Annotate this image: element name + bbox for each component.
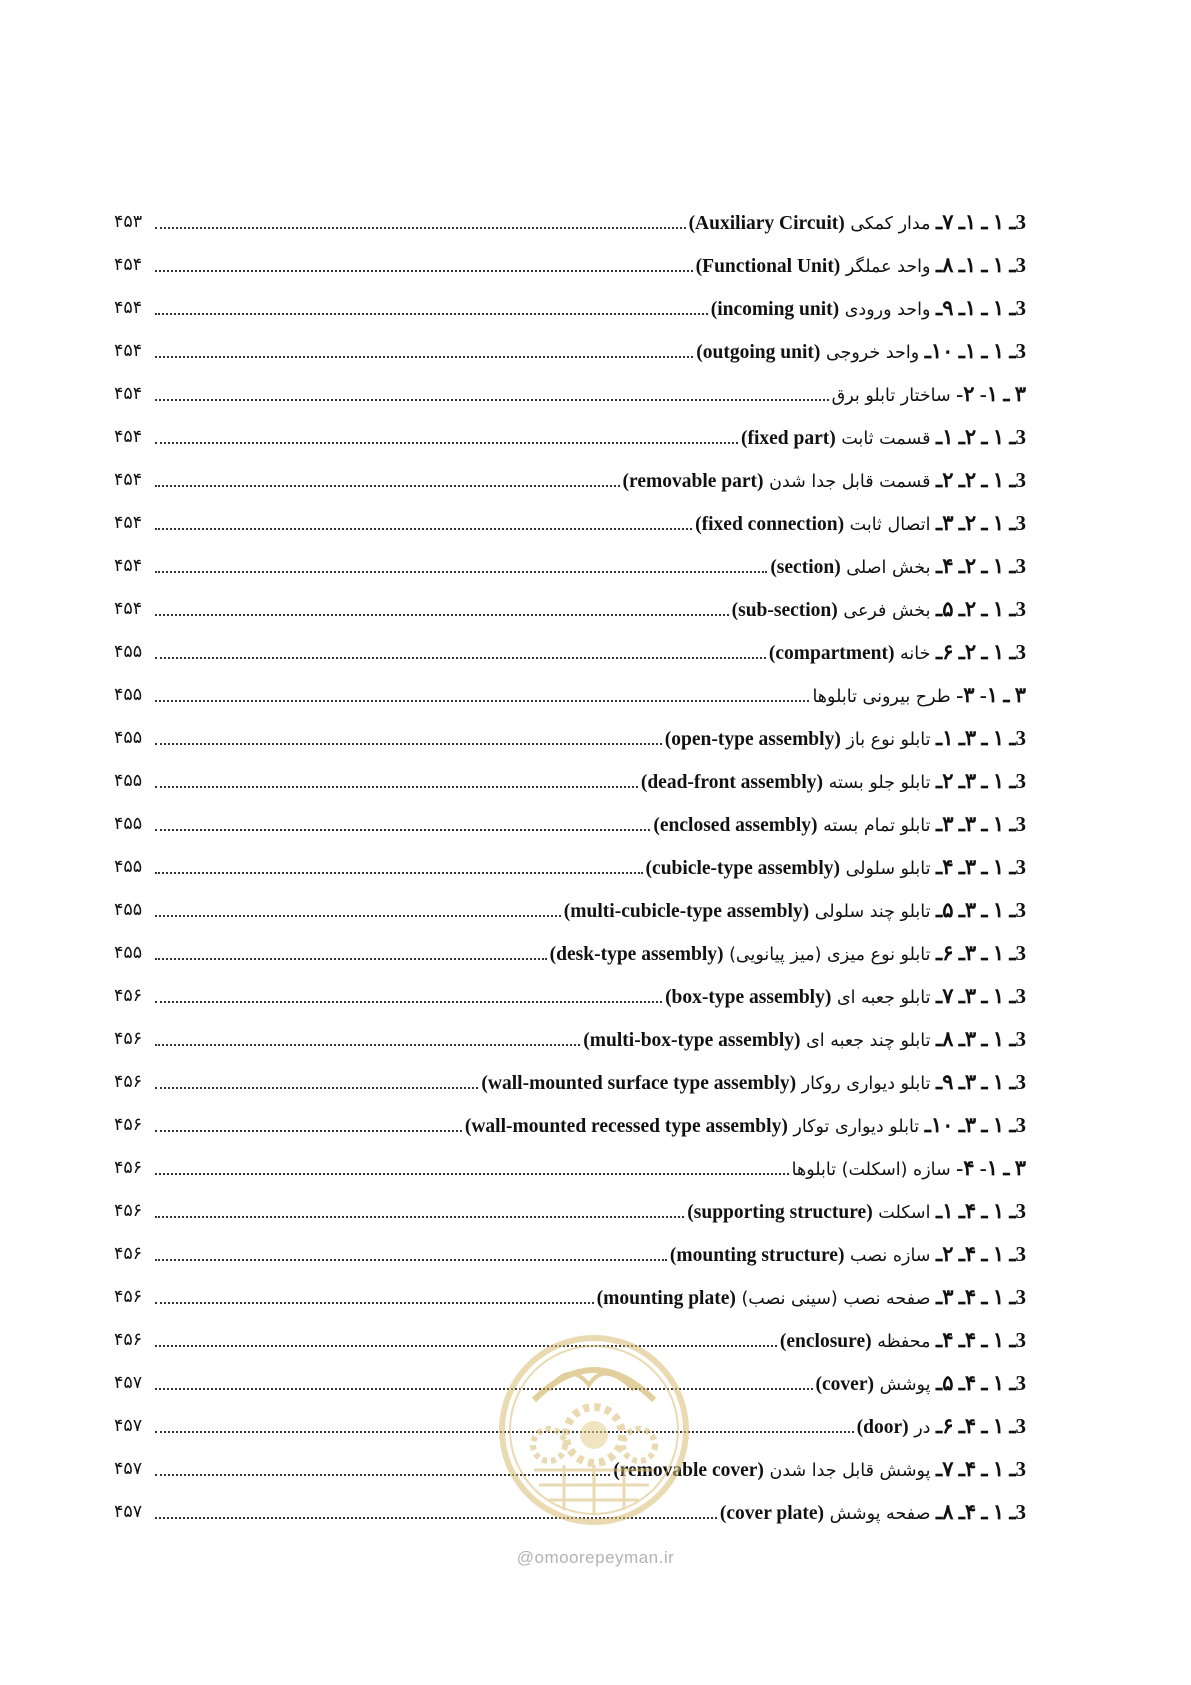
- toc-page-number: ۴۵۷: [114, 1416, 143, 1436]
- toc-leader-dots: [155, 1242, 667, 1261]
- toc-leader-dots: [155, 597, 729, 616]
- toc-entry-english-term: (removable part): [622, 471, 764, 492]
- toc-entry[interactable]: [114, 1457, 1026, 1500]
- toc-entry-title: اتصال ثابت: [849, 515, 931, 535]
- toc-entry[interactable]: [114, 554, 1026, 597]
- toc-leader-dots: [155, 984, 662, 1003]
- toc-page-number: ۴۵۵: [114, 814, 143, 834]
- toc-entry-english-term: (supporting structure): [687, 1202, 873, 1223]
- toc-entry[interactable]: [114, 812, 1026, 855]
- toc-page-number: ۴۵۶: [114, 1072, 143, 1092]
- toc-leader-dots: [155, 1156, 789, 1175]
- toc-page-number: ۴۵۶: [114, 1158, 143, 1178]
- toc-entry-index: 3ـ ۱ ـ ۳ـ ۷ـ: [936, 984, 1026, 1008]
- toc-entry-text: [646, 855, 1026, 881]
- toc-entry-english-term: (wall-mounted surface type assembly): [481, 1073, 797, 1094]
- toc-leader-dots: [155, 339, 693, 358]
- toc-entry-index: 3ـ ۱ ـ ۱ـ ۸ـ: [936, 253, 1026, 277]
- toc-entry-english-term: (desk-type assembly): [549, 944, 724, 965]
- toc-entry-english-term: (multi-cubicle-type assembly): [563, 901, 810, 922]
- toc-entry-title: تابلو نوع میزی (میز پیانویی): [729, 945, 931, 965]
- toc-entry-title: تابلو چند جعبه ای: [806, 1031, 931, 1051]
- toc-entry[interactable]: [114, 1156, 1026, 1199]
- toc-leader-dots: [155, 210, 686, 229]
- toc-entry[interactable]: [114, 1371, 1026, 1414]
- toc-entry-text: [550, 941, 1026, 967]
- toc-entry-text: [720, 1500, 1026, 1526]
- toc-entry-english-term: (fixed connection): [695, 514, 845, 535]
- toc-entry[interactable]: [114, 1027, 1026, 1070]
- toc-page-number: ۴۵۵: [114, 943, 143, 963]
- toc-entry-title: سازه نصب: [850, 1246, 931, 1266]
- toc-page-number: ۴۵۶: [114, 1330, 143, 1350]
- toc-leader-dots: [155, 1199, 684, 1218]
- toc-entry-english-term: (section): [770, 557, 841, 578]
- toc-entry-english-term: (sub-section): [731, 600, 838, 621]
- toc-page-number: ۴۵۶: [114, 1287, 143, 1307]
- toc-entry[interactable]: [114, 1070, 1026, 1113]
- toc-entry-title: در: [914, 1418, 931, 1438]
- toc-entry-title: محفظه: [877, 1332, 931, 1352]
- toc-leader-dots: [155, 1027, 580, 1046]
- toc-page-number: ۴۵۷: [114, 1459, 143, 1479]
- toc-entry-text: [481, 1070, 1026, 1096]
- toc-entry-english-term: (enclosed assembly): [653, 815, 818, 836]
- toc-entry[interactable]: [114, 1113, 1026, 1156]
- toc-entry[interactable]: [114, 769, 1026, 812]
- toc-entry-text: [696, 339, 1026, 365]
- toc-page-number: ۴۵۴: [114, 513, 143, 533]
- toc-leader-dots: [155, 941, 547, 960]
- toc-page-number: ۴۵۶: [114, 1244, 143, 1264]
- toc-entry-index: 3ـ ۱ ـ ۳ـ ۱ـ: [936, 726, 1026, 750]
- toc-entry[interactable]: [114, 640, 1026, 683]
- toc-entry[interactable]: [114, 1199, 1026, 1242]
- toc-leader-dots: [155, 468, 620, 487]
- toc-entry-index: 3ـ ۱ ـ ۳ـ ۶ـ: [936, 941, 1026, 965]
- toc-entry-index: 3ـ ۱ ـ ۴ـ ۵ـ: [936, 1371, 1026, 1395]
- toc-entry[interactable]: [114, 468, 1026, 511]
- toc-leader-dots: [155, 1285, 594, 1304]
- toc-entry-english-term: (mounting plate): [596, 1288, 736, 1309]
- toc-entry[interactable]: [114, 1242, 1026, 1285]
- toc-entry-index: 3ـ ۱ ـ ۲ـ ۱ـ: [936, 425, 1026, 449]
- toc-leader-dots: [155, 296, 708, 315]
- toc-leader-dots: [155, 640, 766, 659]
- toc-entry-text: [711, 296, 1026, 322]
- toc-entry-title: قسمت قابل جدا شدن: [769, 472, 931, 492]
- toc-leader-dots: [155, 1371, 813, 1390]
- toc-page-number: ۴۵۵: [114, 771, 143, 791]
- toc-entry-text: [769, 640, 1026, 666]
- toc-entry-english-term: (Functional Unit): [695, 256, 841, 277]
- toc-entry-text: [832, 382, 1026, 408]
- toc-entry-english-term: (outgoing unit): [696, 342, 821, 363]
- toc-entry[interactable]: [114, 382, 1026, 425]
- toc-entry-text: [653, 812, 1026, 838]
- toc-entry-title: تابلو تمام بسته: [823, 816, 931, 836]
- toc-page-number: ۴۵۳: [114, 212, 143, 232]
- toc-leader-dots: [155, 683, 809, 702]
- toc-entry-english-term: (cover): [815, 1374, 874, 1395]
- table-of-contents: [114, 210, 1026, 1543]
- toc-entry-text: [770, 554, 1026, 580]
- toc-entry-title: بخش فرعی: [843, 601, 931, 621]
- toc-entry-title: تابلو سلولی: [845, 859, 931, 879]
- toc-entry-text: [665, 726, 1026, 752]
- toc-entry-title: تابلو نوع باز: [846, 730, 931, 750]
- toc-entry-title: پوشش: [879, 1375, 931, 1395]
- toc-entry-index: 3ـ ۱ ـ ۲ـ ۵ـ: [936, 597, 1026, 621]
- toc-entry-title: پوشش قابل جدا شدن: [769, 1461, 931, 1481]
- toc-entry-text: [687, 1199, 1026, 1225]
- toc-entry-title: اسکلت: [878, 1203, 931, 1223]
- toc-page-number: ۴۵۴: [114, 384, 143, 404]
- toc-page-number: ۴۵۶: [114, 1029, 143, 1049]
- toc-page-number: ۴۵۵: [114, 857, 143, 877]
- toc-entry-index: 3ـ ۱ ـ ۴ـ ۳ـ: [936, 1285, 1026, 1309]
- toc-leader-dots: [155, 382, 829, 401]
- toc-entry[interactable]: [114, 726, 1026, 769]
- toc-entry-english-term: (wall-mounted recessed type assembly): [464, 1116, 788, 1137]
- toc-page-number: ۴۵۴: [114, 427, 143, 447]
- toc-leader-dots: [155, 1113, 462, 1132]
- toc-entry[interactable]: [114, 339, 1026, 382]
- toc-entry-index: 3ـ ۱ ـ ۳ـ ۵ـ: [936, 898, 1026, 922]
- toc-entry-index: 3ـ ۱ ـ ۱ـ ۷ـ: [936, 210, 1026, 234]
- toc-entry-text: [583, 1027, 1026, 1053]
- toc-entry-english-term: (door): [856, 1417, 909, 1438]
- toc-entry-title: تابلو جلو بسته: [828, 773, 931, 793]
- toc-leader-dots: [155, 1328, 777, 1347]
- toc-page-number: ۴۵۷: [114, 1373, 143, 1393]
- toc-entry-english-term: (cubicle-type assembly): [645, 858, 840, 879]
- toc-entry[interactable]: [114, 253, 1026, 296]
- toc-entry-text: [641, 769, 1026, 795]
- watermark-site: @omoorepeyman.ir: [516, 1548, 675, 1567]
- toc-entry-index: 3ـ ۱ ـ ۱ـ ۹ـ: [936, 296, 1026, 320]
- toc-entry-title: صفحه نصب (سینی نصب): [741, 1289, 931, 1309]
- toc-entry-index: ۳ ـ ۱- ۴-: [956, 1156, 1026, 1180]
- toc-entry-text: [564, 898, 1026, 924]
- toc-entry-english-term: (removable cover): [613, 1460, 764, 1481]
- toc-leader-dots: [155, 812, 650, 831]
- toc-entry[interactable]: [114, 210, 1026, 253]
- toc-entry[interactable]: [114, 1414, 1026, 1457]
- toc-page-number: ۴۵۷: [114, 1502, 143, 1522]
- toc-entry-text: [696, 253, 1026, 279]
- toc-leader-dots: [155, 1070, 478, 1089]
- toc-entry-title: تابلو چند سلولی: [814, 902, 931, 922]
- toc-entry[interactable]: [114, 511, 1026, 554]
- toc-entry-english-term: (mounting structure): [669, 1245, 845, 1266]
- toc-entry-title: تابلو دیواری روکار: [801, 1074, 931, 1094]
- toc-entry-title: واحد عملگر: [845, 257, 931, 277]
- toc-entry-text: [741, 425, 1026, 451]
- toc-entry-index: 3ـ ۱ ـ ۱ـ ۱۰ـ: [924, 339, 1026, 363]
- toc-entry-text: [665, 984, 1026, 1010]
- toc-entry[interactable]: [114, 898, 1026, 941]
- toc-entry-index: 3ـ ۱ ـ ۲ـ ۶ـ: [936, 640, 1026, 664]
- toc-entry-index: 3ـ ۱ ـ ۲ـ ۲ـ: [936, 468, 1026, 492]
- toc-entry-title: قسمت ثابت: [841, 429, 931, 449]
- toc-entry-index: 3ـ ۱ ـ ۲ـ ۴ـ: [936, 554, 1026, 578]
- toc-page-number: ۴۵۶: [114, 1115, 143, 1135]
- toc-entry-title: خانه: [900, 644, 931, 664]
- toc-entry-text: [780, 1328, 1026, 1354]
- toc-entry-index: 3ـ ۱ ـ ۴ـ ۸ـ: [936, 1500, 1026, 1524]
- toc-entry-title: تابلو جعبه ای: [836, 988, 931, 1008]
- toc-leader-dots: [155, 253, 693, 272]
- toc-leader-dots: [155, 1414, 854, 1433]
- toc-entry-title: بخش اصلی: [846, 558, 931, 578]
- toc-entry-english-term: (box-type assembly): [665, 987, 832, 1008]
- toc-leader-dots: [155, 1457, 610, 1476]
- toc-page-number: ۴۵۴: [114, 599, 143, 619]
- toc-entry-text: [816, 1371, 1026, 1397]
- toc-entry-text: [465, 1113, 1026, 1139]
- toc-page-number: ۴۵۶: [114, 986, 143, 1006]
- toc-entry-english-term: (enclosure): [779, 1331, 872, 1352]
- toc-leader-dots: [155, 726, 662, 745]
- toc-entry[interactable]: [114, 425, 1026, 468]
- toc-entry-index: 3ـ ۱ ـ ۳ـ ۴ـ: [936, 855, 1026, 879]
- toc-entry-title: واحد خروجی: [825, 343, 920, 363]
- toc-entry-text: [689, 210, 1026, 236]
- toc-entry-title: مدار کمکی: [850, 214, 931, 234]
- toc-entry-text: [670, 1242, 1026, 1268]
- toc-entry[interactable]: [114, 984, 1026, 1027]
- toc-entry-text: [732, 597, 1026, 623]
- toc-entry-text: [857, 1414, 1026, 1440]
- toc-entry-title: ساختار تابلو برق: [831, 386, 951, 406]
- toc-entry-english-term: (multi-box-type assembly): [583, 1030, 801, 1051]
- toc-leader-dots: [155, 511, 692, 530]
- toc-entry-index: 3ـ ۱ ـ ۴ـ ۱ـ: [936, 1199, 1026, 1223]
- toc-entry-text: [812, 683, 1026, 709]
- toc-page-number: ۴۵۵: [114, 685, 143, 705]
- toc-entry-index: 3ـ ۱ ـ ۴ـ ۴ـ: [936, 1328, 1026, 1352]
- toc-entry[interactable]: [114, 941, 1026, 984]
- toc-entry-title: طرح بیرونی تابلوها: [812, 687, 951, 707]
- toc-page-number: ۴۵۴: [114, 556, 143, 576]
- toc-page-number: ۴۵۴: [114, 341, 143, 361]
- toc-page-number: ۴۵۴: [114, 255, 143, 275]
- toc-entry-index: 3ـ ۱ ـ ۴ـ ۶ـ: [936, 1414, 1026, 1438]
- toc-entry-title: تابلو دیواری توکار: [793, 1117, 920, 1137]
- toc-page-number: ۴۵۵: [114, 900, 143, 920]
- toc-entry-title: سازه (اسکلت) تابلوها: [791, 1160, 951, 1180]
- toc-entry-english-term: (open-type assembly): [664, 729, 841, 750]
- toc-entry-index: 3ـ ۱ ـ ۳ـ ۲ـ: [936, 769, 1026, 793]
- toc-entry-index: 3ـ ۱ ـ ۴ـ ۷ـ: [936, 1457, 1026, 1481]
- toc-leader-dots: [155, 898, 561, 917]
- toc-entry[interactable]: [114, 1285, 1026, 1328]
- toc-entry[interactable]: [114, 1328, 1026, 1371]
- toc-page-number: ۴۵۶: [114, 1201, 143, 1221]
- toc-entry-index: 3ـ ۱ ـ ۳ـ ۸ـ: [936, 1027, 1026, 1051]
- toc-entry-english-term: (dead-front assembly): [640, 772, 824, 793]
- toc-entry-index: ۳ ـ ۱- ۲-: [956, 382, 1026, 406]
- toc-page-number: ۴۵۴: [114, 470, 143, 490]
- toc-leader-dots: [155, 1500, 717, 1519]
- toc-entry-text: [613, 1457, 1026, 1483]
- toc-entry-text: [695, 511, 1026, 537]
- toc-entry-index: 3ـ ۱ ـ ۳ـ ۹ـ: [936, 1070, 1026, 1094]
- toc-page-number: ۴۵۵: [114, 728, 143, 748]
- toc-entry-text: [597, 1285, 1026, 1311]
- toc-entry-text: [792, 1156, 1026, 1182]
- toc-entry-english-term: (incoming unit): [710, 299, 840, 320]
- toc-entry[interactable]: [114, 597, 1026, 640]
- toc-entry-index: 3ـ ۱ ـ ۳ـ ۱۰ـ: [924, 1113, 1026, 1137]
- toc-entry-english-term: (fixed part): [740, 428, 836, 449]
- toc-entry-index: 3ـ ۱ ـ ۴ـ ۲ـ: [936, 1242, 1026, 1266]
- toc-entry-title: صفحه پوشش: [829, 1504, 931, 1524]
- toc-page-number: ۴۵۵: [114, 642, 143, 662]
- toc-leader-dots: [155, 855, 643, 874]
- toc-leader-dots: [155, 554, 767, 573]
- toc-entry[interactable]: [114, 1500, 1026, 1543]
- toc-entry-index: 3ـ ۱ ـ ۳ـ ۳ـ: [936, 812, 1026, 836]
- toc-entry-english-term: (cover plate): [719, 1503, 825, 1524]
- toc-entry-index: ۳ ـ ۱- ۳-: [956, 683, 1026, 707]
- toc-entry-english-term: (compartment): [768, 643, 895, 664]
- toc-leader-dots: [155, 769, 638, 788]
- toc-entry-text: [623, 468, 1026, 494]
- toc-entry[interactable]: [114, 296, 1026, 339]
- toc-entry[interactable]: [114, 683, 1026, 726]
- toc-leader-dots: [155, 425, 738, 444]
- toc-page-number: ۴۵۴: [114, 298, 143, 318]
- toc-entry-english-term: (Auxiliary Circuit): [688, 213, 845, 234]
- toc-entry[interactable]: [114, 855, 1026, 898]
- toc-entry-index: 3ـ ۱ ـ ۲ـ ۳ـ: [936, 511, 1026, 535]
- toc-entry-title: واحد ورودی: [844, 300, 931, 320]
